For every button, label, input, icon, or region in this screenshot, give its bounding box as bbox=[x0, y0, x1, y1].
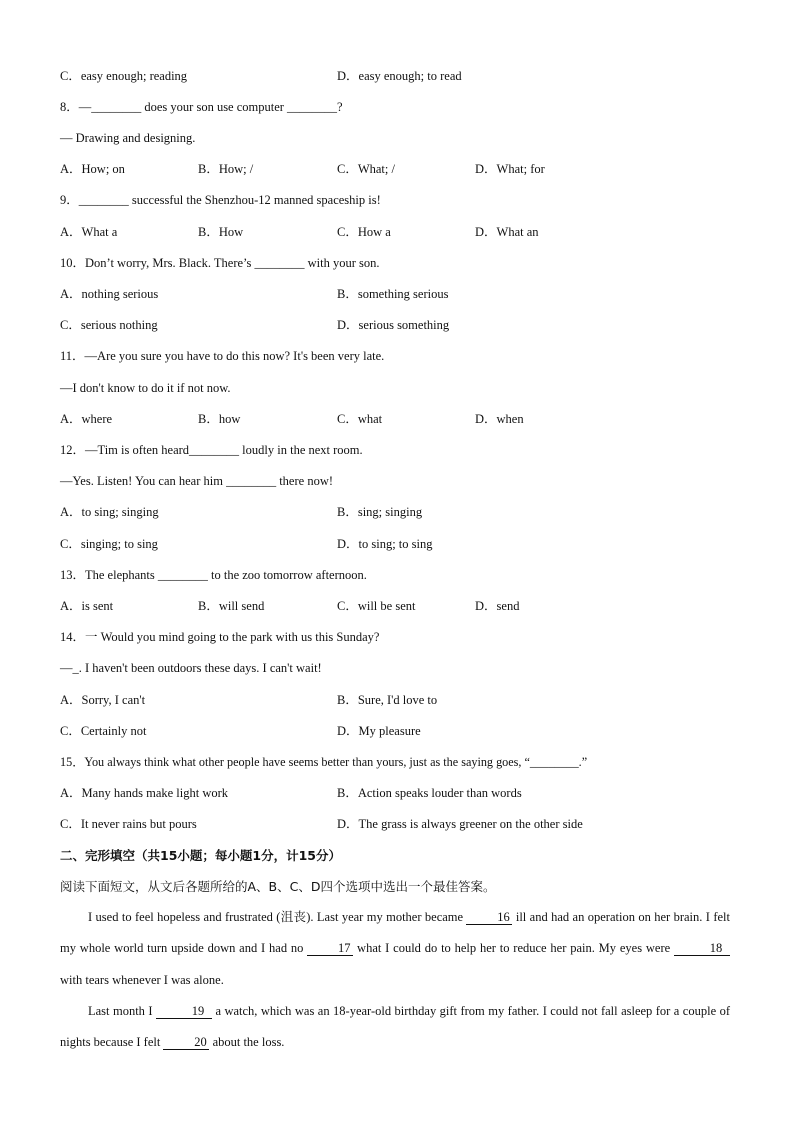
q11-stem: 11．—Are you sure you have to do this now? It's been very late. bbox=[60, 349, 385, 363]
q15-option-d: D．The grass is always greener on the other side bbox=[337, 817, 583, 831]
q8-option-b: B．How; / bbox=[198, 162, 254, 176]
q12-option-b: B．sing; singing bbox=[337, 505, 423, 519]
q11-option-a: A．where bbox=[60, 412, 113, 426]
passage-paragraph-1 bbox=[60, 902, 730, 996]
q8-reply: — Drawing and designing. bbox=[60, 131, 196, 145]
q13-option-c: C．will be sent bbox=[337, 599, 416, 613]
q10-option-c: C．serious nothing bbox=[60, 318, 158, 332]
q11-reply: —I don't know to do it if not now. bbox=[60, 381, 231, 395]
q9-stem: 9．________ successful the Shenzhou-12 manned spaceship is! bbox=[60, 193, 381, 207]
q9-option-a: A．What a bbox=[60, 225, 118, 239]
blank-20: 20 bbox=[163, 1035, 209, 1050]
q10-option-a: A．nothing serious bbox=[60, 287, 159, 301]
q11-option-d: D．when bbox=[475, 412, 524, 426]
q13-option-b: B．will send bbox=[198, 599, 265, 613]
q8-option-c: C．What; / bbox=[337, 162, 395, 176]
q8-stem: 8．—________ does your son use computer ________? bbox=[60, 100, 343, 114]
q14-reply: —_. I haven't been outdoors these days. I can't wait! bbox=[60, 661, 322, 675]
q7-option-d: D．easy enough; to read bbox=[337, 69, 462, 83]
q8-option-d: D．What; for bbox=[475, 162, 545, 176]
q9-option-d: D．What an bbox=[475, 225, 539, 239]
q12-reply: —Yes. Listen! You can hear him ________ there now! bbox=[60, 474, 334, 488]
q9-option-c: C．How a bbox=[337, 225, 391, 239]
q15-option-a: A．Many hands make light work bbox=[60, 786, 229, 800]
q12-option-a: A．to sing; singing bbox=[60, 505, 159, 519]
passage-text: I used to feel hopeless and frustrated (沮丧). Last year my mother became bbox=[88, 910, 467, 924]
q15-option-b: B．Action speaks louder than words bbox=[337, 786, 522, 800]
q15-stem: 15．You always think what other people have seems better than yours, just as the saying goes, “________.” bbox=[60, 755, 588, 769]
q13-option-a: A．is sent bbox=[60, 599, 114, 613]
q14-stem: 14．一 Would you mind going to the park with us this Sunday? bbox=[60, 630, 380, 644]
q8-option-a: A．How; on bbox=[60, 162, 125, 176]
q14-option-c: C．Certainly not bbox=[60, 724, 147, 738]
passage-text: ill and had an operation on her brain. I felt my whole world turn upside down and I had no bbox=[60, 910, 731, 956]
passage-text: what I could do to help her to reduce her pain. My eyes were bbox=[353, 941, 674, 956]
q7-option-c: C．easy enough; reading bbox=[60, 69, 188, 83]
passage-text: a watch, which was an 18-year-old birthday gift from my father. I could not fall asleep for a couple of nights because I felt bbox=[60, 1004, 730, 1050]
q14-option-a: A．Sorry, I can't bbox=[60, 693, 146, 707]
q11-option-c: C．what bbox=[337, 412, 383, 426]
blank-18: 18 bbox=[674, 941, 730, 956]
blank-17: 17 bbox=[307, 941, 353, 956]
q14-option-d: D．My pleasure bbox=[337, 724, 421, 738]
q11-option-b: B．how bbox=[198, 412, 241, 426]
q13-stem: 13．The elephants ________ to the zoo tomorrow afternoon. bbox=[60, 568, 367, 582]
q12-option-d: D．to sing; to sing bbox=[337, 537, 433, 551]
section-title: 二、完形填空（共15小题；每小题1分，计15分） bbox=[60, 848, 341, 863]
q13-option-d: D．send bbox=[475, 599, 520, 613]
blank-19: 19 bbox=[156, 1004, 212, 1019]
passage-paragraph-2 bbox=[60, 996, 730, 1059]
section-instruction: 阅读下面短文，从文后各题所给的A、B、C、D四个选项中选出一个最佳答案。 bbox=[60, 879, 496, 894]
q10-option-d: D．serious something bbox=[337, 318, 450, 332]
q14-option-b: B．Sure, I'd love to bbox=[337, 693, 438, 707]
passage-text: Last month I bbox=[88, 1004, 156, 1018]
q12-option-c: C．singing; to sing bbox=[60, 537, 158, 551]
passage-text: with tears whenever I was alone. bbox=[60, 972, 224, 987]
q10-option-b: B．something serious bbox=[337, 287, 449, 301]
q12-stem: 12．—Tim is often heard________ loudly in the next room. bbox=[60, 443, 363, 457]
blank-16: 16 bbox=[466, 910, 512, 925]
q9-option-b: B．How bbox=[198, 225, 244, 239]
q10-stem: 10．Don’t worry, Mrs. Black. There’s ________ with your son. bbox=[60, 256, 380, 270]
passage-text: about the loss. bbox=[209, 1035, 285, 1050]
q15-option-c: C．It never rains but pours bbox=[60, 817, 197, 831]
